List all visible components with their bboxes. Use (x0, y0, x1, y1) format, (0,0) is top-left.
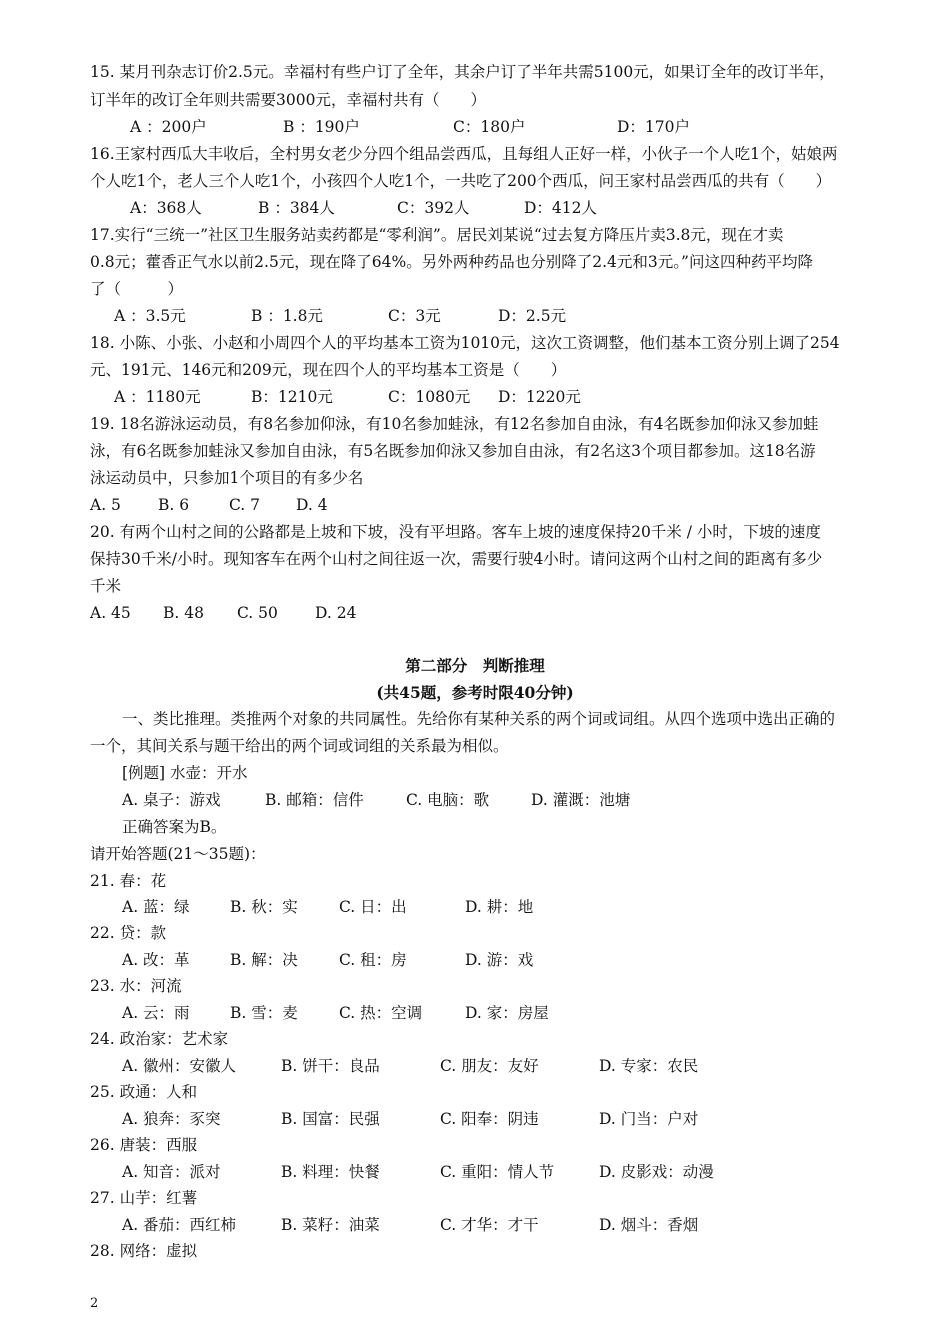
q17-option-a: A ：3.5元 (114, 307, 186, 325)
q20-option-c: C. 50 (237, 604, 278, 622)
q21-option-c: C. 日：出 (339, 898, 407, 916)
q21-stem: 21. 春：花 (90, 872, 167, 890)
q15-line2: 订半年的改订全年则共需要3000元，幸福村共有（ ） (90, 91, 486, 109)
section-title: 第二部分 判断推理 (405, 656, 545, 675)
q18-option-b: B：1210元 (251, 388, 333, 406)
example-option-a: A. 桌子：游戏 (122, 791, 221, 809)
q20-option-a: A. 45 (90, 604, 131, 622)
q20-option-b: B. 48 (163, 604, 204, 622)
q27-stem: 27. 山芋：红薯 (90, 1189, 198, 1207)
q26-option-b: B. 料理：快餐 (281, 1163, 380, 1181)
q24-option-c: C. 朋友：友好 (440, 1057, 539, 1075)
q26-option-c: C. 重阳：情人节 (440, 1163, 555, 1181)
q19-option-d: D. 4 (296, 496, 328, 514)
q25-option-d: D. 门当：户对 (599, 1110, 699, 1128)
q19-option-a: A. 5 (90, 496, 121, 514)
q27-option-a: A. 番茄：西红柿 (122, 1216, 237, 1234)
q24-option-d: D. 专家：农民 (599, 1057, 699, 1075)
q22-option-b: B. 解：决 (230, 951, 298, 969)
q20-line2: 保持30千米/小时。现知客车在两个山村之间往返一次，需要行驶4小时。请问这两个山村之间的距离有多少 (90, 550, 823, 568)
q18-option-d: D：1220元 (498, 388, 581, 406)
q17-option-c: C：3元 (388, 307, 441, 325)
start-instructions: 请开始答题(21～35题)： (90, 845, 266, 863)
q25-option-b: B. 国富：民强 (281, 1110, 380, 1128)
q15-option-d: D：170户 (617, 118, 691, 136)
q22-stem: 22. 贷：款 (90, 924, 167, 942)
q25-option-c: C. 阳奉：阴违 (440, 1110, 539, 1128)
q27-option-d: D. 烟斗：香烟 (599, 1216, 699, 1234)
q20-line3: 千米 (90, 577, 122, 595)
intro-line2: 一个，其间关系与题干给出的两个词或词组的关系最为相似。 (90, 737, 509, 755)
q22-option-c: C. 租：房 (339, 951, 407, 969)
q15-option-c: C：180户 (453, 118, 526, 136)
q18-option-a: A ：1180元 (114, 388, 201, 406)
q24-option-a: A. 徽州：安徽人 (122, 1057, 237, 1075)
q23-option-c: C. 热：空调 (339, 1004, 423, 1022)
q27-option-c: C. 才华：才干 (440, 1216, 539, 1234)
q15-option-b: B ：190户 (283, 118, 360, 136)
q17-option-b: B ：1.8元 (251, 307, 323, 325)
q23-option-a: A. 云：雨 (122, 1004, 190, 1022)
q15-option-a: A ：200户 (130, 118, 207, 136)
q16-option-b: B ：384人 (258, 199, 335, 217)
q26-option-d: D. 皮影戏：动漫 (599, 1163, 714, 1181)
q18-line2: 元、191元、146元和209元，现在四个人的平均基本工资是（ ） (90, 361, 567, 379)
q28-stem: 28. 网络：虚拟 (90, 1242, 198, 1260)
q18-line1: 18. 小陈、小张、小赵和小周四个人的平均基本工资为1010元，这次工资调整，他们基本工资分别上调了254 (90, 334, 840, 352)
q26-stem: 26. 唐装：西服 (90, 1136, 198, 1154)
example-option-c: C. 电脑：歌 (406, 791, 490, 809)
q19-option-c: C. 7 (229, 496, 261, 514)
page-number: 2 (90, 1296, 99, 1311)
example-option-d: D. 灌溉：池塘 (531, 791, 631, 809)
q26-option-a: A. 知音：派对 (122, 1163, 221, 1181)
q23-option-d: D. 家：房屋 (465, 1004, 549, 1022)
q23-option-b: B. 雪：麦 (230, 1004, 298, 1022)
q24-option-b: B. 饼干：良品 (281, 1057, 380, 1075)
q16-option-d: D：412人 (524, 199, 598, 217)
q22-option-a: A. 改：革 (122, 951, 190, 969)
q20-option-d: D. 24 (315, 604, 357, 622)
q24-stem: 24. 政治家：艺术家 (90, 1030, 229, 1048)
q27-option-b: B. 菜籽：油菜 (281, 1216, 380, 1234)
q19-option-b: B. 6 (158, 496, 190, 514)
q17-line2: 0.8元；藿香正气水以前2.5元，现在降了64%。另外两种药品也分别降了2.4元和3元。”问这四种药平均降 (90, 253, 813, 271)
q19-line1: 19. 18名游泳运动员，有8名参加仰泳，有10名参加蛙泳，有12名参加自由泳，有4名既参加仰泳又参加蛙 (90, 415, 819, 433)
q20-line1: 20. 有两个山村之间的公路都是上坡和下坡，没有平坦路。客车上坡的速度保持20千米 / 小时，下坡的速度 (90, 523, 821, 541)
q22-option-d: D. 游：戏 (465, 951, 534, 969)
q18-option-c: C：1080元 (388, 388, 471, 406)
q21-option-b: B. 秋：实 (230, 898, 298, 916)
q17-line3: 了（ ） (90, 280, 184, 298)
q23-stem: 23. 水：河流 (90, 977, 182, 995)
q19-line2: 泳，有6名既参加蛙泳又参加自由泳，有5名既参加仰泳又参加自由泳，有2名这3个项目都参加。这18名游 (90, 442, 816, 460)
q16-line2: 个人吃1个，老人三个人吃1个，小孩四个人吃1个，一共吃了200个西瓜，问王家村品尝西瓜的共有（ ） (90, 172, 832, 190)
q25-option-a: A. 狼奔：豕突 (122, 1110, 221, 1128)
example-question: [例题] 水壶：开水 (122, 764, 248, 782)
q21-option-d: D. 耕：地 (465, 898, 534, 916)
q25-stem: 25. 政通：人和 (90, 1083, 198, 1101)
q17-option-d: D：2.5元 (498, 307, 567, 325)
q15-line1: 15. 某月刊杂志订价2.5元。幸福村有些户订了全年，其余户订了半年共需5100元，如果订全年的改订半年， (90, 63, 835, 81)
example-option-b: B. 邮箱：信件 (265, 791, 364, 809)
q16-option-a: A：368人 (130, 199, 202, 217)
q16-line1: 16.王家村西瓜大丰收后，全村男女老少分四个组品尝西瓜，且每组人正好一样，小伙子一个人吃1个，姑娘两 (90, 145, 838, 163)
section-subtitle: (共45题，参考时限40分钟) (376, 683, 574, 702)
q16-option-c: C：392人 (397, 199, 470, 217)
example-answer: 正确答案为B。 (122, 818, 227, 836)
q19-line3: 泳运动员中，只参加1个项目的有多少名 (90, 469, 364, 487)
q21-option-a: A. 蓝：绿 (122, 898, 190, 916)
intro-line1: 一、类比推理。类推两个对象的共同属性。先给你有某种关系的两个词或词组。从四个选项中选出正确的 (122, 710, 836, 728)
q17-line1: 17.实行“三统一”社区卫生服务站卖药都是“零利润”。居民刘某说“过去复方降压片卖3.8元，现在才卖 (90, 226, 784, 244)
